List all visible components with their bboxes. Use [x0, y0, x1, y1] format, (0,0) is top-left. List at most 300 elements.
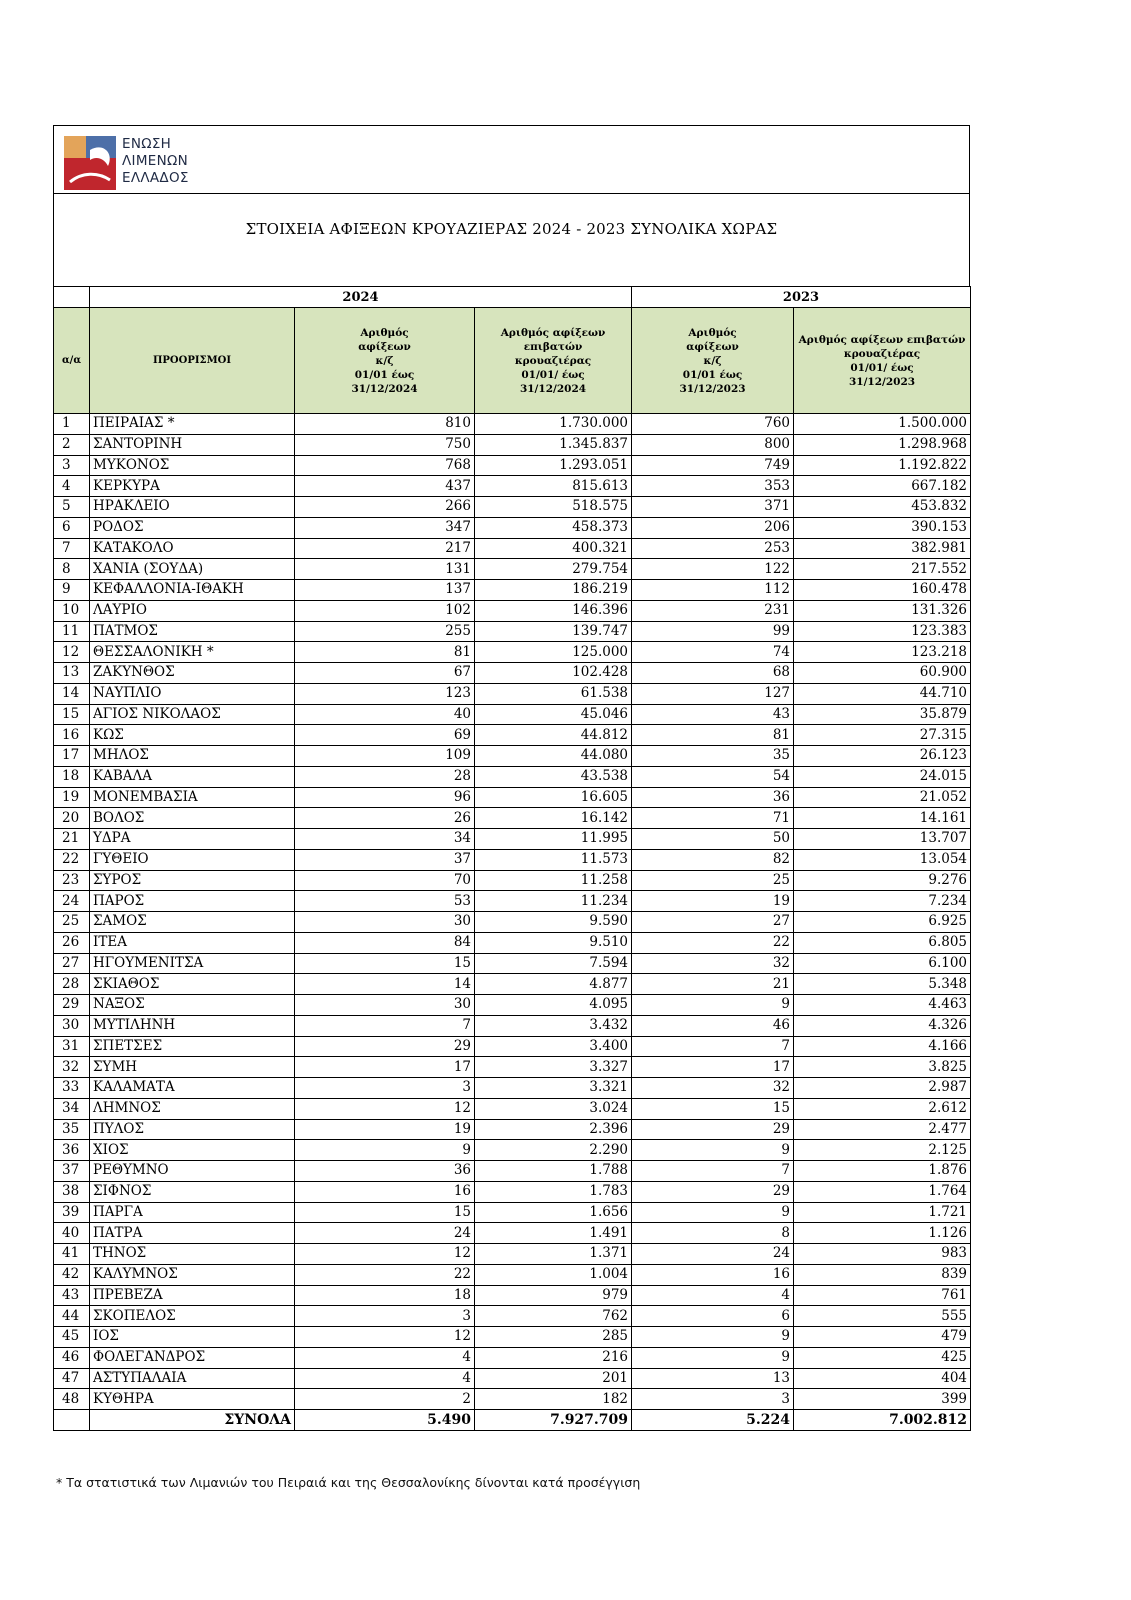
- destination-name: ΠΑΡΓΑ: [90, 1202, 295, 1223]
- table-row: [54, 663, 971, 684]
- header-line: αφίξεων: [358, 340, 411, 353]
- passengers-2024: 1.371: [475, 1244, 632, 1265]
- row-index: 10: [54, 600, 90, 621]
- arrivals-2023: 6: [632, 1306, 794, 1327]
- year-2024-header: 2024: [90, 287, 632, 308]
- table-row: [54, 642, 971, 663]
- passengers-2023: 2.477: [794, 1119, 971, 1140]
- passengers-2024: 2.290: [475, 1140, 632, 1161]
- arrivals-2024: 810: [295, 414, 475, 435]
- total-passengers-2023: 7.002.812: [794, 1410, 971, 1431]
- destination-name: ΚΕΦΑΛΛΟΝΙΑ-ΙΘΑΚΗ: [90, 580, 295, 601]
- destination-name: ΓΥΘΕΙΟ: [90, 849, 295, 870]
- row-index: 16: [54, 725, 90, 746]
- arrivals-2024: 96: [295, 787, 475, 808]
- arrivals-2023: 29: [632, 1181, 794, 1202]
- arrivals-2023: 22: [632, 932, 794, 953]
- col-header-arrivals-2024: [295, 308, 475, 414]
- row-index: 42: [54, 1264, 90, 1285]
- destination-name: ΣΥΡΟΣ: [90, 870, 295, 891]
- destination-name: ΚΥΘΗΡΑ: [90, 1389, 295, 1410]
- table-row: [54, 1098, 971, 1119]
- row-index: 41: [54, 1244, 90, 1265]
- arrivals-2023: 3: [632, 1389, 794, 1410]
- col-header-passengers-2024: [475, 308, 632, 414]
- title-section: [53, 193, 970, 286]
- header-line: κ/ζ: [375, 354, 394, 367]
- destination-name: ΡΕΘΥΜΝΟ: [90, 1161, 295, 1182]
- total-arrivals-2024: 5.490: [295, 1410, 475, 1431]
- passengers-2024: 182: [475, 1389, 632, 1410]
- table-row: [54, 683, 971, 704]
- arrivals-2023: 82: [632, 849, 794, 870]
- destination-name: ΠΥΛΟΣ: [90, 1119, 295, 1140]
- row-index: 25: [54, 912, 90, 933]
- header-line: 31/12/2024: [519, 382, 587, 395]
- passengers-2023: 2.612: [794, 1098, 971, 1119]
- header-line: κ/ζ: [703, 354, 722, 367]
- destination-name: ΝΑΥΠΛΙΟ: [90, 683, 295, 704]
- arrivals-2023: 71: [632, 808, 794, 829]
- row-index: 33: [54, 1078, 90, 1099]
- passengers-2024: 3.321: [475, 1078, 632, 1099]
- cruise-arrivals-table: [53, 286, 971, 1431]
- arrivals-2024: 750: [295, 434, 475, 455]
- passengers-2023: 14.161: [794, 808, 971, 829]
- passengers-2024: 125.000: [475, 642, 632, 663]
- table-row: [54, 414, 971, 435]
- table-row: [54, 1285, 971, 1306]
- passengers-2023: 7.234: [794, 891, 971, 912]
- table-row: [54, 1244, 971, 1265]
- row-index: 44: [54, 1306, 90, 1327]
- arrivals-2024: 81: [295, 642, 475, 663]
- passengers-2023: 13.707: [794, 829, 971, 850]
- passengers-2023: 983: [794, 1244, 971, 1265]
- destination-name: ΠΑΤΜΟΣ: [90, 621, 295, 642]
- row-index: 22: [54, 849, 90, 870]
- arrivals-2024: 26: [295, 808, 475, 829]
- totals-blank-cell: [54, 1410, 90, 1431]
- row-index: 48: [54, 1389, 90, 1410]
- header-line: 31/12/2024: [351, 382, 418, 395]
- passengers-2023: 1.721: [794, 1202, 971, 1223]
- row-index: 35: [54, 1119, 90, 1140]
- arrivals-2024: 22: [295, 1264, 475, 1285]
- logo-line: ΛΙΜΕΝΩΝ: [122, 153, 189, 169]
- destination-name: ΦΟΛΕΓΑΝΔΡΟΣ: [90, 1347, 295, 1368]
- table-row: [54, 580, 971, 601]
- destination-name: ΘΕΣΣΑΛΟΝΙΚΗ *: [90, 642, 295, 663]
- passengers-2023: 9.276: [794, 870, 971, 891]
- passengers-2024: 3.327: [475, 1057, 632, 1078]
- passengers-2023: 24.015: [794, 766, 971, 787]
- logo-wordmark: [122, 136, 189, 187]
- passengers-2023: 217.552: [794, 559, 971, 580]
- destination-name: ΠΑΡΟΣ: [90, 891, 295, 912]
- row-index: 8: [54, 559, 90, 580]
- arrivals-2024: 131: [295, 559, 475, 580]
- row-index: 5: [54, 497, 90, 518]
- arrivals-2023: 25: [632, 870, 794, 891]
- passengers-2023: 1.876: [794, 1161, 971, 1182]
- passengers-2023: 35.879: [794, 704, 971, 725]
- arrivals-2023: 36: [632, 787, 794, 808]
- arrivals-2023: 27: [632, 912, 794, 933]
- destination-name: ΣΑΝΤΟΡΙΝΗ: [90, 434, 295, 455]
- header-line: Αριθμός αφίξεων επιβατών: [798, 333, 966, 346]
- arrivals-2024: 15: [295, 1202, 475, 1223]
- destination-name: ΚΑΒΑΛΑ: [90, 766, 295, 787]
- row-index: 24: [54, 891, 90, 912]
- passengers-2024: 11.995: [475, 829, 632, 850]
- passengers-2023: 13.054: [794, 849, 971, 870]
- arrivals-2024: 2: [295, 1389, 475, 1410]
- passengers-2023: 1.126: [794, 1223, 971, 1244]
- table-row: [54, 1327, 971, 1348]
- passengers-2024: 1.656: [475, 1202, 632, 1223]
- arrivals-2023: 54: [632, 766, 794, 787]
- table-row: [54, 787, 971, 808]
- passengers-2024: 11.258: [475, 870, 632, 891]
- passengers-2024: 1.783: [475, 1181, 632, 1202]
- destination-name: ΑΣΤΥΠΑΛΑΙΑ: [90, 1368, 295, 1389]
- row-index: 17: [54, 746, 90, 767]
- passengers-2024: 979: [475, 1285, 632, 1306]
- destination-name: ΑΓΙΟΣ ΝΙΚΟΛΑΟΣ: [90, 704, 295, 725]
- row-index: 21: [54, 829, 90, 850]
- table-row: [54, 1368, 971, 1389]
- destination-name: ΜΥΤΙΛΗΝΗ: [90, 1015, 295, 1036]
- passengers-2024: 518.575: [475, 497, 632, 518]
- arrivals-2024: 9: [295, 1140, 475, 1161]
- passengers-2024: 3.400: [475, 1036, 632, 1057]
- passengers-2023: 1.192.822: [794, 455, 971, 476]
- arrivals-2023: 21: [632, 974, 794, 995]
- table-row: [54, 538, 971, 559]
- passengers-2023: 399: [794, 1389, 971, 1410]
- arrivals-2023: 13: [632, 1368, 794, 1389]
- destination-name: ΣΥΜΗ: [90, 1057, 295, 1078]
- arrivals-2023: 9: [632, 1347, 794, 1368]
- passengers-2024: 1.293.051: [475, 455, 632, 476]
- passengers-2024: 16.605: [475, 787, 632, 808]
- arrivals-2024: 437: [295, 476, 475, 497]
- arrivals-2023: 29: [632, 1119, 794, 1140]
- passengers-2024: 201: [475, 1368, 632, 1389]
- header-line: κρουαζιέρας: [843, 347, 921, 360]
- row-index: 29: [54, 995, 90, 1016]
- table-row: [54, 1078, 971, 1099]
- arrivals-2024: 217: [295, 538, 475, 559]
- header-line: Αριθμός: [360, 326, 409, 339]
- passengers-2023: 27.315: [794, 725, 971, 746]
- arrivals-2023: 99: [632, 621, 794, 642]
- passengers-2023: 2.125: [794, 1140, 971, 1161]
- passengers-2024: 61.538: [475, 683, 632, 704]
- arrivals-2023: 4: [632, 1285, 794, 1306]
- destination-name: ΜΗΛΟΣ: [90, 746, 295, 767]
- row-index: 40: [54, 1223, 90, 1244]
- arrivals-2023: 9: [632, 1202, 794, 1223]
- row-index: 46: [54, 1347, 90, 1368]
- passengers-2023: 4.463: [794, 995, 971, 1016]
- row-index: 30: [54, 1015, 90, 1036]
- passengers-2023: 6.805: [794, 932, 971, 953]
- arrivals-2023: 9: [632, 995, 794, 1016]
- document-title: ΣΤΟΙΧΕΙΑ ΑΦΙΞΕΩΝ ΚΡΟΥΑΖΙΕΡΑΣ 2024 - 2023 ΣΥΝΟΛΙΚΑ ΧΩΡΑΣ: [245, 220, 778, 238]
- arrivals-2024: 3: [295, 1078, 475, 1099]
- passengers-2023: 425: [794, 1347, 971, 1368]
- destination-name: ΛΗΜΝΟΣ: [90, 1098, 295, 1119]
- destination-name: ΚΑΛΑΜΑΤΑ: [90, 1078, 295, 1099]
- row-index: 12: [54, 642, 90, 663]
- destination-name: ΜΥΚΟΝΟΣ: [90, 455, 295, 476]
- arrivals-2024: 53: [295, 891, 475, 912]
- arrivals-2023: 749: [632, 455, 794, 476]
- destination-name: ΚΩΣ: [90, 725, 295, 746]
- table-row: [54, 1389, 971, 1410]
- destination-name: ΡΟΔΟΣ: [90, 517, 295, 538]
- arrivals-2023: 74: [632, 642, 794, 663]
- header-line: 01/01/ έως: [850, 361, 914, 374]
- arrivals-2024: 36: [295, 1161, 475, 1182]
- destination-name: ΥΔΡΑ: [90, 829, 295, 850]
- table-row: [54, 497, 971, 518]
- report-frame: [53, 125, 970, 1440]
- arrivals-2023: 9: [632, 1327, 794, 1348]
- passengers-2024: 1.730.000: [475, 414, 632, 435]
- row-index: 37: [54, 1161, 90, 1182]
- table-row: [54, 1015, 971, 1036]
- passengers-2024: 815.613: [475, 476, 632, 497]
- logo-line: ΕΝΩΣΗ: [122, 136, 172, 152]
- row-index: 13: [54, 663, 90, 684]
- arrivals-2023: 231: [632, 600, 794, 621]
- table-row: [54, 953, 971, 974]
- row-index: 7: [54, 538, 90, 559]
- totals-row: [54, 1410, 971, 1431]
- arrivals-2023: 32: [632, 1078, 794, 1099]
- passengers-2024: 216: [475, 1347, 632, 1368]
- arrivals-2024: 14: [295, 974, 475, 995]
- arrivals-2023: 8: [632, 1223, 794, 1244]
- arrivals-2024: 40: [295, 704, 475, 725]
- arrivals-2024: 67: [295, 663, 475, 684]
- arrivals-2023: 800: [632, 434, 794, 455]
- blank-header-cell: [54, 287, 90, 308]
- col-header-aa: α/α: [54, 308, 90, 414]
- destination-name: ΗΡΑΚΛΕΙΟ: [90, 497, 295, 518]
- destination-name: ΛΑΥΡΙΟ: [90, 600, 295, 621]
- arrivals-2023: 15: [632, 1098, 794, 1119]
- header-line: αφίξεων: [686, 340, 739, 353]
- table-row: [54, 766, 971, 787]
- table-row: [54, 974, 971, 995]
- passengers-2023: 404: [794, 1368, 971, 1389]
- row-index: 9: [54, 580, 90, 601]
- arrivals-2023: 760: [632, 414, 794, 435]
- passengers-2023: 123.218: [794, 642, 971, 663]
- table-row: [54, 434, 971, 455]
- passengers-2024: 186.219: [475, 580, 632, 601]
- table-row: [54, 725, 971, 746]
- destination-name: ΒΟΛΟΣ: [90, 808, 295, 829]
- arrivals-2023: 7: [632, 1161, 794, 1182]
- destination-name: ΣΑΜΟΣ: [90, 912, 295, 933]
- passengers-2023: 1.500.000: [794, 414, 971, 435]
- row-index: 47: [54, 1368, 90, 1389]
- table-row: [54, 746, 971, 767]
- arrivals-2024: 17: [295, 1057, 475, 1078]
- row-index: 38: [54, 1181, 90, 1202]
- destination-name: ΧΑΝΙΑ (ΣΟΥΔΑ): [90, 559, 295, 580]
- row-index: 18: [54, 766, 90, 787]
- col-header-arrivals-2023: [632, 308, 794, 414]
- arrivals-2024: 12: [295, 1244, 475, 1265]
- header-line: Αριθμός αφίξεων επιβατών: [500, 326, 606, 353]
- passengers-2023: 6.925: [794, 912, 971, 933]
- table-row: [54, 891, 971, 912]
- table-row: [54, 808, 971, 829]
- arrivals-2023: 127: [632, 683, 794, 704]
- passengers-2024: 11.573: [475, 849, 632, 870]
- arrivals-2024: 29: [295, 1036, 475, 1057]
- table-body: [54, 414, 971, 1410]
- arrivals-2024: 28: [295, 766, 475, 787]
- passengers-2024: 11.234: [475, 891, 632, 912]
- table-row: [54, 704, 971, 725]
- passengers-2023: 2.987: [794, 1078, 971, 1099]
- table-row: [54, 559, 971, 580]
- passengers-2024: 400.321: [475, 538, 632, 559]
- table-row: [54, 829, 971, 850]
- passengers-2023: 390.153: [794, 517, 971, 538]
- arrivals-2024: 24: [295, 1223, 475, 1244]
- table-row: [54, 1223, 971, 1244]
- row-index: 39: [54, 1202, 90, 1223]
- destination-name: ΗΓΟΥΜΕΝΙΤΣΑ: [90, 953, 295, 974]
- table-row: [54, 476, 971, 497]
- row-index: 14: [54, 683, 90, 704]
- arrivals-2023: 46: [632, 1015, 794, 1036]
- arrivals-2024: 266: [295, 497, 475, 518]
- passengers-2024: 7.594: [475, 953, 632, 974]
- passengers-2023: 123.383: [794, 621, 971, 642]
- table-row: [54, 1119, 971, 1140]
- arrivals-2023: 17: [632, 1057, 794, 1078]
- table-row: [54, 912, 971, 933]
- arrivals-2024: 102: [295, 600, 475, 621]
- year-2023-header: 2023: [632, 287, 971, 308]
- arrivals-2024: 4: [295, 1347, 475, 1368]
- destination-name: ΜΟΝΕΜΒΑΣΙΑ: [90, 787, 295, 808]
- destination-name: ΖΑΚΥΝΘΟΣ: [90, 663, 295, 684]
- passengers-2024: 139.747: [475, 621, 632, 642]
- passengers-2023: 453.832: [794, 497, 971, 518]
- destination-name: ΠΕΙΡΑΙΑΣ *: [90, 414, 295, 435]
- passengers-2023: 4.326: [794, 1015, 971, 1036]
- arrivals-2024: 4: [295, 1368, 475, 1389]
- arrivals-2024: 70: [295, 870, 475, 891]
- logo-header: [53, 125, 970, 194]
- table-row: [54, 1181, 971, 1202]
- table-row: [54, 1202, 971, 1223]
- header-line: κρουαζιέρας: [514, 354, 592, 367]
- row-index: 28: [54, 974, 90, 995]
- header-line: 31/12/2023: [679, 382, 746, 395]
- passengers-2023: 160.478: [794, 580, 971, 601]
- arrivals-2023: 50: [632, 829, 794, 850]
- passengers-2023: 5.348: [794, 974, 971, 995]
- table-row: [54, 600, 971, 621]
- table-row: [54, 995, 971, 1016]
- row-index: 34: [54, 1098, 90, 1119]
- arrivals-2023: 24: [632, 1244, 794, 1265]
- header-line: Αριθμός: [688, 326, 737, 339]
- arrivals-2024: 30: [295, 912, 475, 933]
- arrivals-2023: 7: [632, 1036, 794, 1057]
- passengers-2024: 279.754: [475, 559, 632, 580]
- arrivals-2023: 353: [632, 476, 794, 497]
- row-index: 4: [54, 476, 90, 497]
- row-index: 45: [54, 1327, 90, 1348]
- arrivals-2023: 43: [632, 704, 794, 725]
- arrivals-2023: 32: [632, 953, 794, 974]
- row-index: 1: [54, 414, 90, 435]
- column-header-row: [54, 308, 971, 414]
- arrivals-2024: 15: [295, 953, 475, 974]
- passengers-2024: 16.142: [475, 808, 632, 829]
- passengers-2023: 667.182: [794, 476, 971, 497]
- arrivals-2024: 34: [295, 829, 475, 850]
- passengers-2024: 9.510: [475, 932, 632, 953]
- passengers-2024: 43.538: [475, 766, 632, 787]
- arrivals-2023: 35: [632, 746, 794, 767]
- passengers-2024: 3.432: [475, 1015, 632, 1036]
- passengers-2023: 26.123: [794, 746, 971, 767]
- passengers-2023: 555: [794, 1306, 971, 1327]
- passengers-2023: 761: [794, 1285, 971, 1306]
- header-line: 01/01 έως: [354, 368, 415, 381]
- arrivals-2024: 18: [295, 1285, 475, 1306]
- destination-name: ΙΤΕΑ: [90, 932, 295, 953]
- row-index: 3: [54, 455, 90, 476]
- destination-name: ΤΗΝΟΣ: [90, 1244, 295, 1265]
- table-row: [54, 455, 971, 476]
- row-index: 26: [54, 932, 90, 953]
- arrivals-2023: 9: [632, 1140, 794, 1161]
- table-row: [54, 517, 971, 538]
- passengers-2023: 1.764: [794, 1181, 971, 1202]
- arrivals-2023: 81: [632, 725, 794, 746]
- arrivals-2024: 19: [295, 1119, 475, 1140]
- table-row: [54, 1140, 971, 1161]
- arrivals-2023: 112: [632, 580, 794, 601]
- row-index: 2: [54, 434, 90, 455]
- passengers-2024: 1.345.837: [475, 434, 632, 455]
- arrivals-2023: 122: [632, 559, 794, 580]
- destination-name: ΠΑΤΡΑ: [90, 1223, 295, 1244]
- col-header-destinations: ΠΡΟΟΡΙΣΜΟΙ: [90, 308, 295, 414]
- arrivals-2023: 68: [632, 663, 794, 684]
- total-arrivals-2023: 5.224: [632, 1410, 794, 1431]
- row-index: 11: [54, 621, 90, 642]
- row-index: 15: [54, 704, 90, 725]
- arrivals-2024: 16: [295, 1181, 475, 1202]
- table-row: [54, 1306, 971, 1327]
- header-line: 01/01/ έως: [521, 368, 585, 381]
